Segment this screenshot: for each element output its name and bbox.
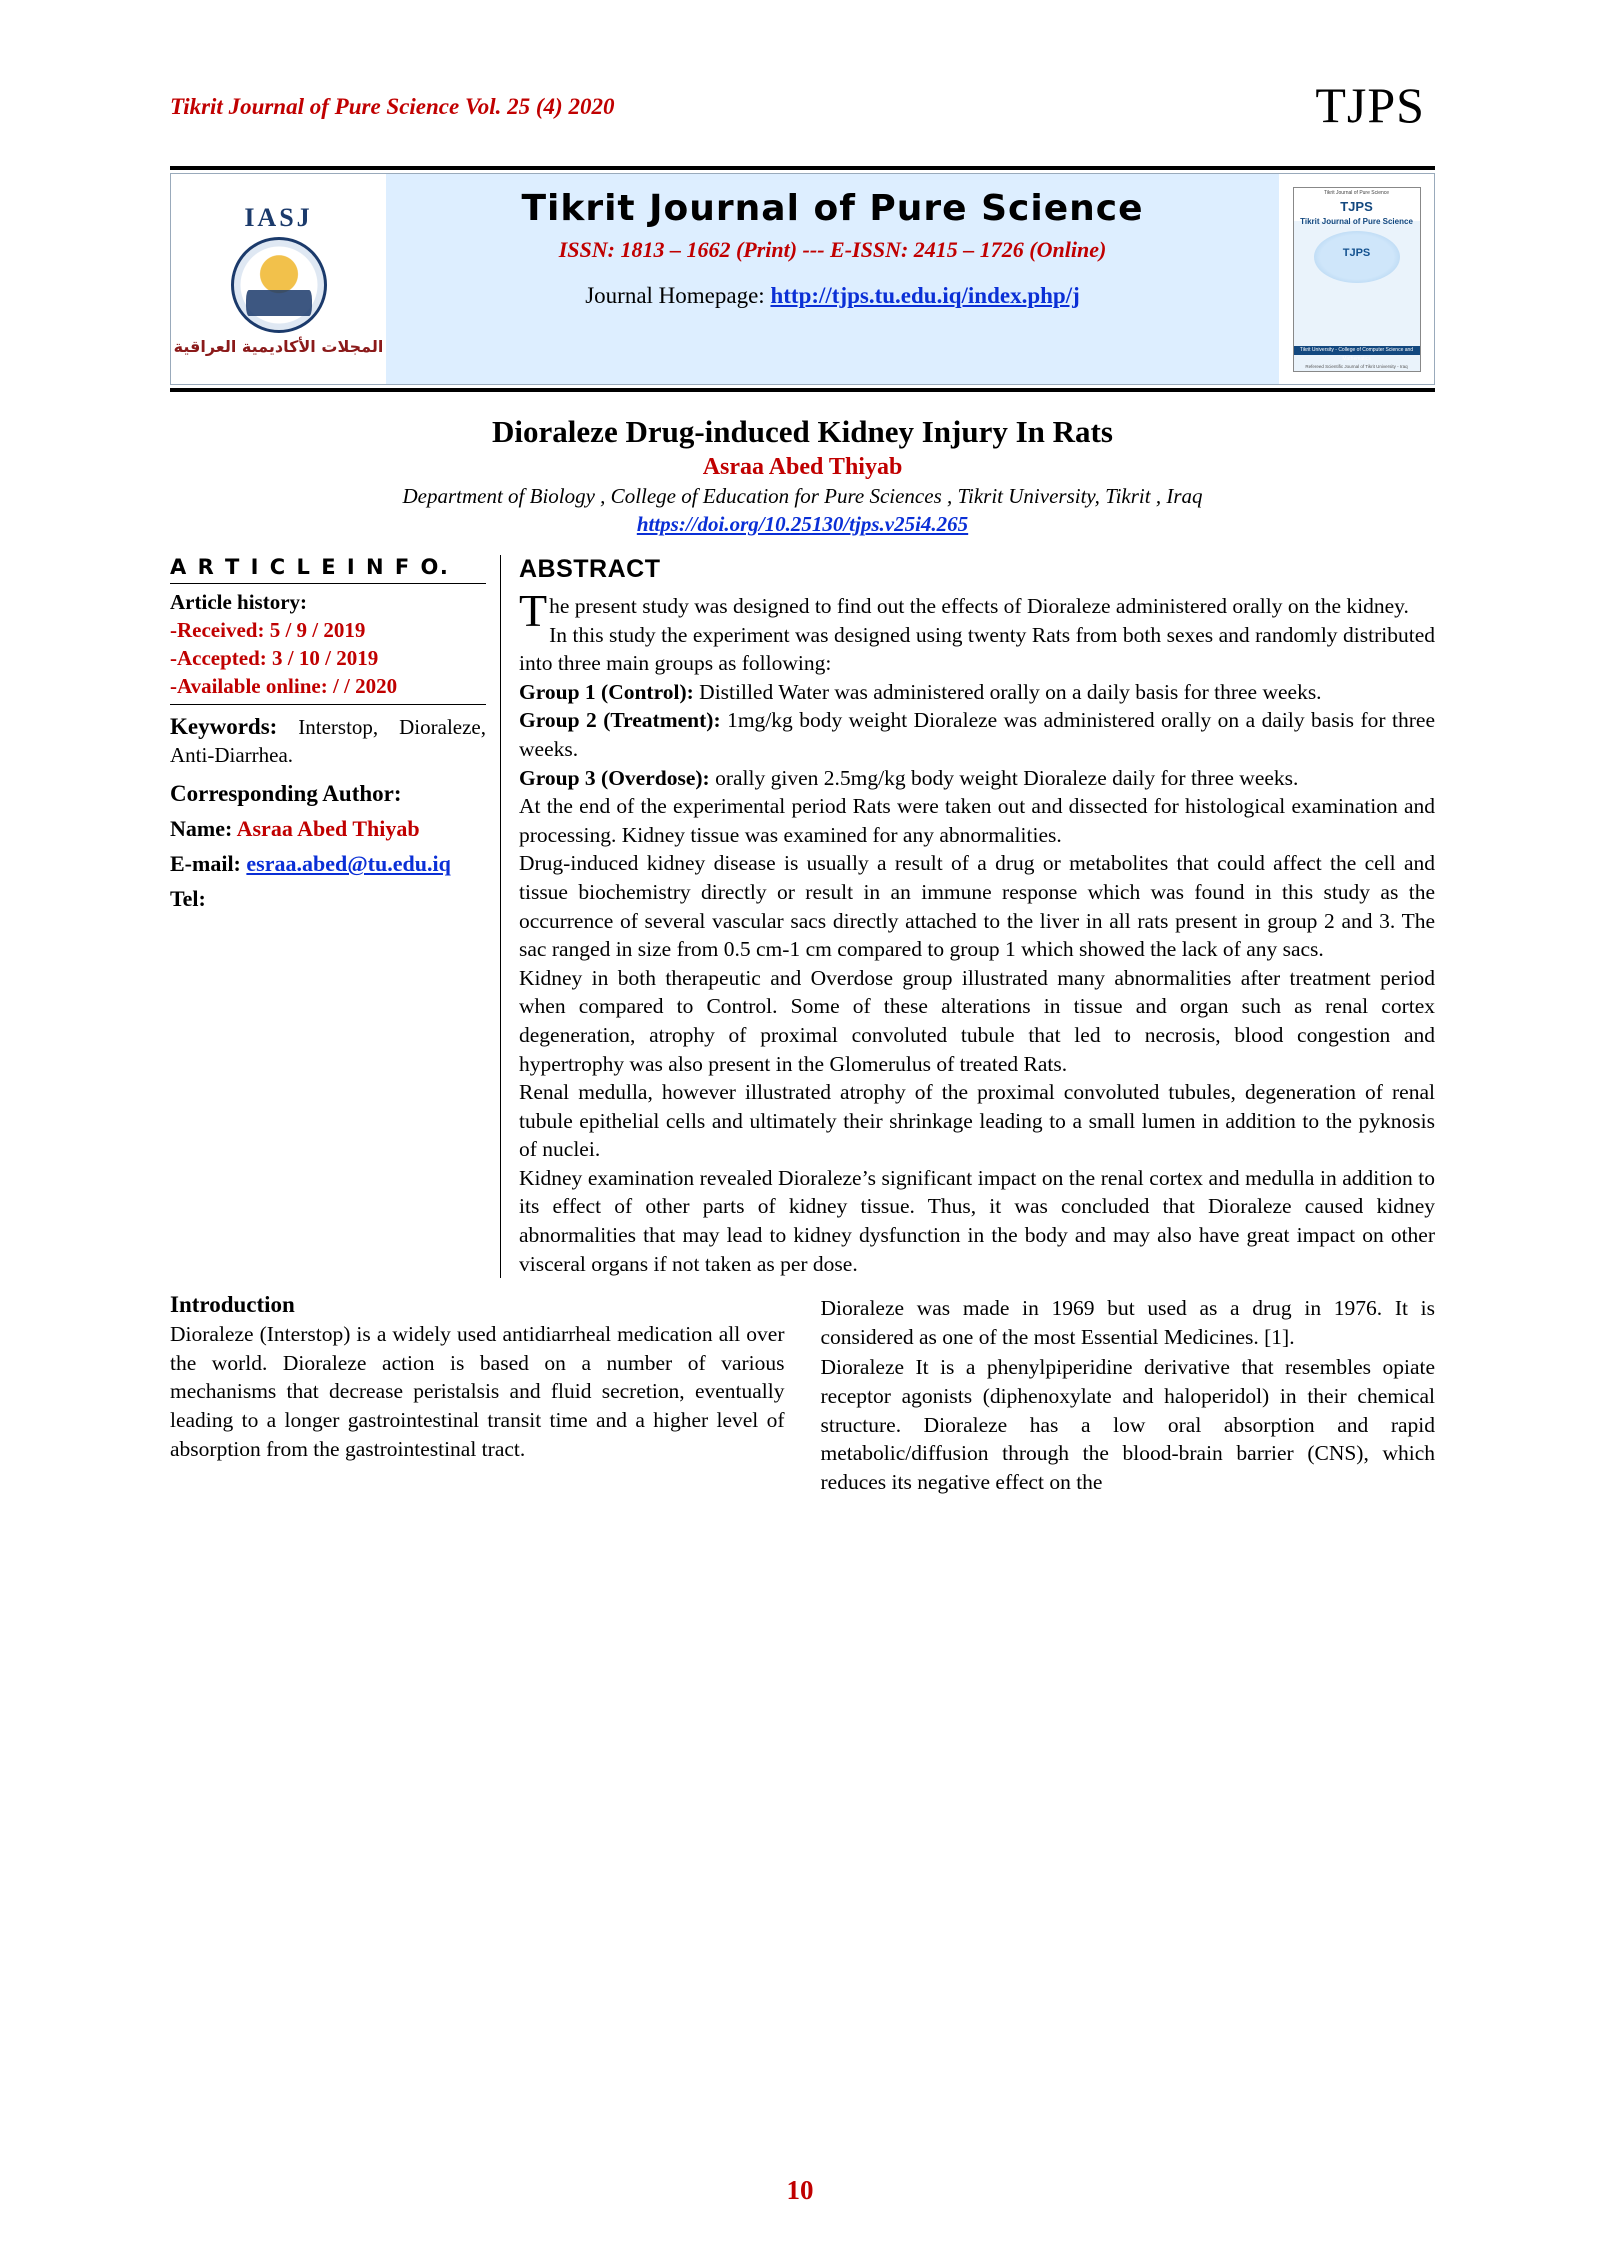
paper-author: Asraa Abed Thiyab bbox=[702, 454, 903, 480]
cover-badge-icon bbox=[1314, 231, 1400, 283]
article-accepted: -Accepted: 3 / 10 / 2019 bbox=[170, 646, 379, 670]
running-head-left: Tikrit Journal of Pure Science Vol. 25 (4) 2020 bbox=[170, 94, 615, 119]
article-keywords bbox=[170, 712, 486, 769]
iasj-logo-text: IASJ bbox=[244, 202, 313, 232]
iasj-logo bbox=[171, 174, 386, 384]
abstract-heading: ABSTRACT bbox=[519, 555, 661, 583]
title-block bbox=[170, 414, 1435, 537]
running-head-right: TJPS bbox=[1315, 77, 1425, 133]
abstract-paragraph-7: Kidney examination revealed Dioraleze’s significant impact on the renal cortex and medulla in addition to its effect of other parts of kidney tissue. Thus, it was concluded that Dioraleze caused kidney abnormalities that may lead to kidney dysfunction in the body and may also have great impact on other visceral organs if not taken as per dose. bbox=[519, 1165, 1435, 1276]
doi-link[interactable]: https://doi.org/10.25130/tjps.v25i4.265 bbox=[636, 512, 969, 536]
introduction-column-1 bbox=[170, 1292, 785, 1496]
paper-doi bbox=[170, 512, 1435, 537]
author-email-label: E-mail: bbox=[170, 851, 241, 877]
banner-center bbox=[386, 174, 1279, 384]
journal-cover-thumb bbox=[1279, 174, 1434, 384]
iasj-logo-arabic: المجلات الأكاديمية العراقية bbox=[173, 336, 384, 356]
article-history-label: Article history: bbox=[170, 590, 308, 614]
abstract-paragraph-4: Drug-induced kidney disease is usually a result of a drug or metabolites that could affect the cell and tissue biochemistry directly or result in an immune response which was found in this study as the occurrence of several vascular sacs directly attached to the liver in all rats present in group 2 and 3. The sac ranged in size from 0.5 cm-1 cm compared to group 1 which showed the lack of any sacs. bbox=[519, 851, 1435, 962]
article-available-online: -Available online: / / 2020 bbox=[170, 674, 398, 698]
author-tel-label: Tel: bbox=[170, 886, 206, 912]
group-1-label: Group 1 (Control): bbox=[519, 679, 694, 704]
abstract-paragraph-6: Renal medulla, however illustrated atrophy of the proximal convoluted tubules, degeneration of renal tubule epithelial cells and ultimately their shrinkage leading to a small lumen in addition to the pyknosis of nuclei. bbox=[519, 1080, 1435, 1162]
corresponding-author-label: Corresponding Author: bbox=[170, 781, 402, 807]
journal-homepage-label: Journal Homepage: bbox=[585, 283, 765, 308]
iasj-emblem-icon bbox=[231, 237, 327, 333]
running-head bbox=[170, 77, 1435, 160]
abstract-dropcap: T bbox=[519, 585, 548, 636]
group-2-label: Group 2 (Treatment): bbox=[519, 708, 721, 733]
cover-bar-text: Tikrit University - College of Computer Science and Mathematics bbox=[1294, 346, 1420, 355]
abstract-paragraph-2: In this study the experiment was designed using twenty Rats from both sexes and randomly distributed into three main groups as following: bbox=[519, 622, 1435, 676]
author-name-label: Name: bbox=[170, 816, 233, 842]
author-name-field bbox=[170, 816, 486, 842]
journal-banner bbox=[170, 166, 1435, 392]
group-3-text: orally given 2.5mg/kg body weight Dioraleze daily for three weeks. bbox=[709, 765, 1299, 790]
journal-homepage-link[interactable]: http://tjps.tu.edu.iq/index.php/j bbox=[770, 283, 1080, 308]
abstract-column bbox=[500, 555, 1435, 1278]
abstract-paragraph-5: Kidney in both therapeutic and Overdose group illustrated many abnormalities after treatment period when compared to Control. Some of these alterations in tissue and organ such as renal cortex degeneration, atrophy of proximal convoluted tubule that led to necrosis, blood congestion and hypertrophy was also present in the Glomerulus of treated Rats. bbox=[519, 965, 1435, 1076]
article-info-column bbox=[170, 555, 500, 1278]
keywords-value: Interstop, Dioraleze, Anti-Diarrhea. bbox=[170, 715, 486, 767]
author-email-field bbox=[170, 851, 486, 877]
abstract-paragraph-3: At the end of the experimental period Rats were taken out and dissected for histological examination and processing. Kidney tissue was examined for any abnormalities. bbox=[519, 794, 1435, 847]
abstract-group-1 bbox=[519, 678, 1435, 707]
group-2-text: 1mg/kg body weight Dioraleze was administered orally on a daily basis for three weeks. bbox=[519, 708, 1435, 761]
abstract-group-2 bbox=[519, 706, 1435, 763]
page-number: 10 bbox=[786, 2175, 814, 2205]
article-received: -Received: 5 / 9 / 2019 bbox=[170, 618, 366, 642]
introduction-heading: Introduction bbox=[170, 1292, 295, 1318]
author-email-link[interactable]: esraa.abed@tu.edu.iq bbox=[246, 851, 451, 877]
journal-title: Tikrit Journal of Pure Science bbox=[521, 188, 1144, 229]
group-1-text: Distilled Water was administered orally on a daily basis for three weeks. bbox=[693, 679, 1322, 704]
paper-affiliation: Department of Biology , College of Education for Pure Sciences , Tikrit University, Tikrit , Iraq bbox=[402, 484, 1203, 508]
article-info-divider bbox=[170, 704, 486, 705]
abstract-p1-text: he present study was designed to find out the effects of Dioraleze administered orally on the kidney. bbox=[549, 594, 1409, 618]
cover-name-line: Tikrit Journal of Pure Science bbox=[1300, 216, 1413, 226]
article-info-heading: A R T I C L E I N F O. bbox=[170, 555, 486, 584]
author-tel-field bbox=[170, 886, 486, 912]
introduction-column-2 bbox=[821, 1292, 1436, 1496]
cover-top-line: Tikrit Journal of Pure Science bbox=[1323, 189, 1390, 196]
group-3-label: Group 3 (Overdose): bbox=[519, 765, 710, 790]
cover-acronym: TJPS bbox=[1340, 198, 1373, 214]
page-content bbox=[170, 77, 1435, 1496]
author-name-value: Asraa Abed Thiyab bbox=[236, 816, 420, 842]
introduction-col1-paragraph: Dioraleze (Interstop) is a widely used antidiarrheal medication all over the world. Dioraleze action is based on a number of various mechanisms that decrease peristalsis and fluid secretion, eventually leading to a longer gastrointestinal transit time and a higher level of absorption from the gastrointestinal tract. bbox=[170, 1322, 785, 1461]
introduction-col2-paragraph-1: Dioraleze was made in 1969 but used as a drug in 1976. It is considered as one of the most Essential Medicines. [1]. bbox=[820, 1296, 1435, 1349]
paper-title: Dioraleze Drug-induced Kidney Injury In Rats bbox=[492, 414, 1113, 449]
main-columns bbox=[170, 555, 1435, 1278]
abstract-group-3 bbox=[519, 764, 1435, 793]
cover-foot-text: Refereed Scientific Journal of Tikrit University - Iraq bbox=[1305, 363, 1408, 369]
introduction-section bbox=[170, 1292, 1435, 1496]
journal-homepage bbox=[396, 283, 1269, 309]
keywords-label: Keywords: bbox=[170, 714, 278, 739]
abstract-paragraph-1 bbox=[519, 585, 1435, 636]
introduction-col2-paragraph-2: Dioraleze It is a phenylpiperidine derivative that resembles opiate receptor agonists (diphenoxylate and haloperidol) in their chemical structure. Dioraleze has a low oral absorption and rapid metabolic/diffusion through the blood-brain barrier (CNS), which reduces its negative effect on the bbox=[820, 1355, 1435, 1494]
journal-issn: ISSN: 1813 – 1662 (Print) --- E-ISSN: 2415 – 1726 (Online) bbox=[558, 237, 1107, 262]
